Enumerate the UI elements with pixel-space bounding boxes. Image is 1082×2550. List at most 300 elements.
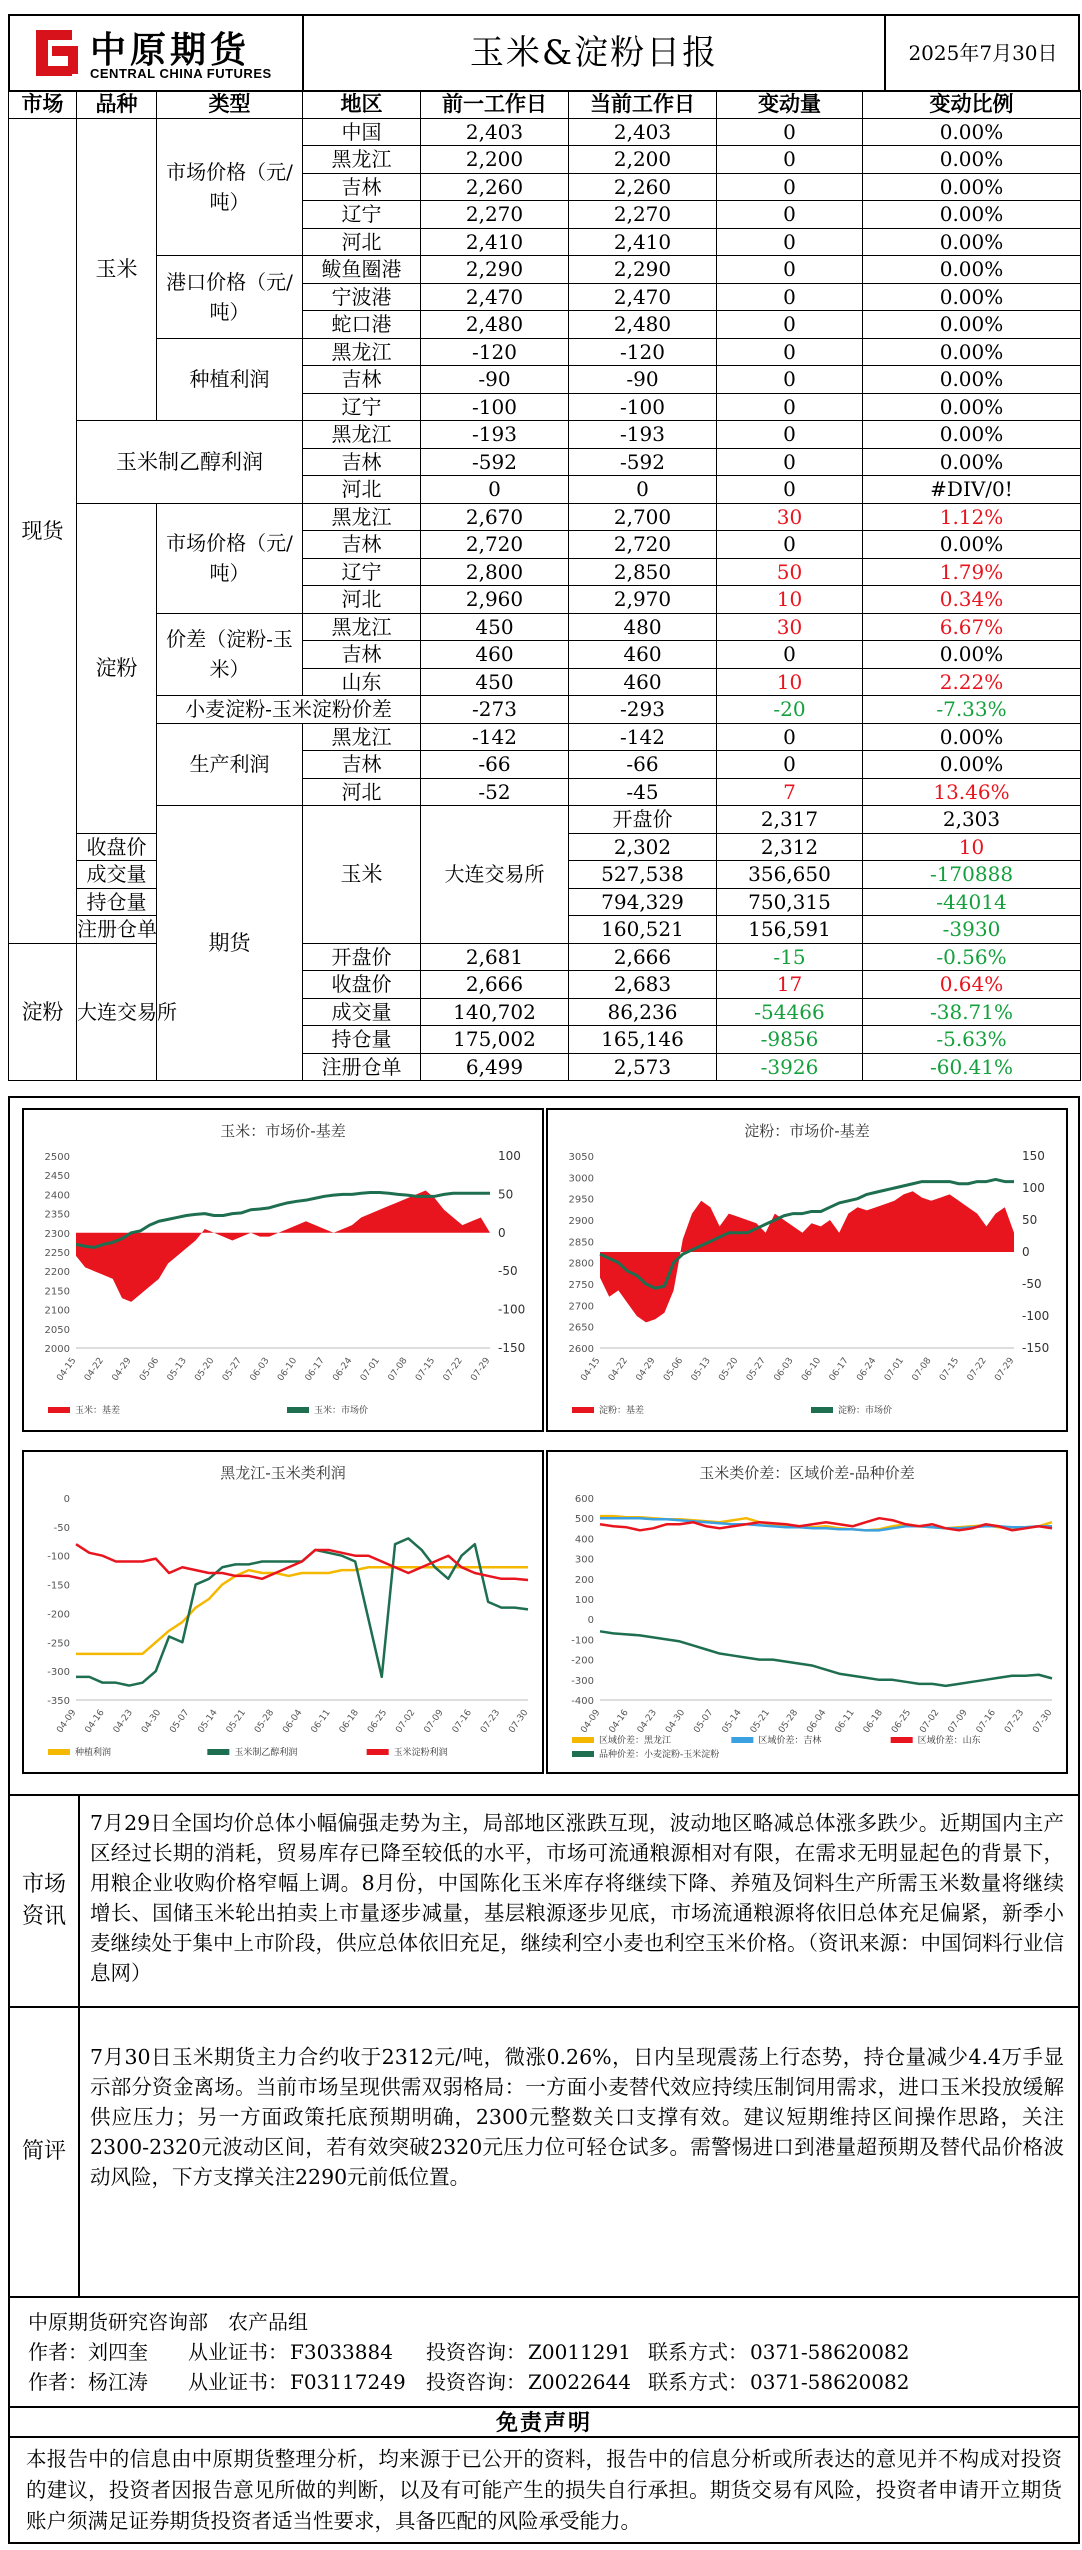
pct-cell: 0.00% [863, 146, 1081, 174]
x-tick-label: 05-20 [717, 1355, 741, 1384]
pct-cell: 13.46% [863, 778, 1081, 806]
x-tick-label: 06-11 [309, 1707, 333, 1736]
prev-value-cell: 2,681 [421, 943, 569, 971]
curr-value-cell: 2,683 [569, 971, 717, 999]
prev-value-cell: 2,666 [421, 971, 569, 999]
region-cell: 河北 [303, 586, 421, 614]
region-cell: 山东 [303, 668, 421, 696]
y-tick-label: 2950 [568, 1194, 594, 1206]
chart-title: 玉米：市场价-基差 [220, 1122, 346, 1140]
region-cell: 黑龙江 [303, 503, 421, 531]
y-tick-label: 2300 [44, 1228, 70, 1240]
series-area-0 [76, 1191, 490, 1302]
x-tick-label: 05-21 [224, 1707, 248, 1736]
variety-cell: 玉米 [77, 118, 157, 421]
change-cell: 0 [717, 146, 863, 174]
curr-value-cell: 2,573 [569, 1053, 717, 1081]
pct-cell: 0.00% [863, 751, 1081, 779]
y-tick-label: 2250 [44, 1248, 70, 1259]
y-tick-label: -300 [47, 1667, 70, 1679]
col-header: 类型 [157, 91, 303, 119]
x-tick-label: 06-18 [861, 1707, 885, 1736]
author-phone: 0371-58620082 [750, 2340, 910, 2364]
change-cell: 0 [717, 256, 863, 284]
y-tick-label: 2850 [568, 1237, 594, 1249]
y-tick-label: -300 [571, 1675, 594, 1687]
contact-section [8, 2296, 1080, 2408]
x-tick-label: 07-09 [946, 1707, 970, 1736]
curr-value-cell: 460 [569, 641, 717, 669]
disclaimer-title: 免责声明 [8, 2406, 1080, 2438]
type-cell: 玉米制乙醇利润 [77, 421, 303, 504]
x-tick-label: 07-08 [386, 1355, 410, 1384]
series-line-2 [76, 1544, 528, 1580]
type-cell: 生产利润 [157, 723, 303, 806]
x-tick-label: 05-28 [253, 1707, 277, 1736]
legend-swatch [572, 1737, 594, 1743]
y-tick-label: 2150 [44, 1286, 70, 1298]
pct-cell: 0.00% [863, 201, 1081, 229]
x-tick-label: 07-29 [469, 1355, 493, 1384]
pct-cell: -60.41% [863, 1053, 1081, 1081]
prev-value-cell: 2,480 [421, 311, 569, 339]
change-cell: 0 [717, 393, 863, 421]
change-cell: 0 [717, 366, 863, 394]
pct-cell: 1.12% [863, 503, 1081, 531]
report-title: 玉米&淀粉日报 [469, 33, 719, 73]
table-header-row [9, 91, 1081, 119]
disclaimer-text: 本报告中的信息由中原期货整理分析，均来源于已公开的资料，报告中的信息分析或所表达的意见并不构成对投资的建议，投资者因报告意见所做的判断，以及有可能产生的损失自行承担。期货交易有风险，投资者申请开立期货账户须满足证券期货投资者适当性要求，具备匹配的风险承受能力。 [8, 2436, 1080, 2544]
curr-value-cell: 750,315 [717, 888, 863, 916]
type-cell: 大连交易所 [421, 806, 569, 944]
series-line-0 [76, 1567, 528, 1654]
table-row [9, 118, 1081, 146]
legend-swatch [48, 1407, 70, 1413]
author-row: 作者：杨江涛 从业证书： F03117249 投资咨询： Z0022644 联系方式： 0371-58620082 [28, 2370, 910, 2394]
table-row [9, 613, 1081, 641]
change-cell: 17 [717, 971, 863, 999]
y-tick-label: 2700 [568, 1301, 594, 1313]
prev-value-cell: 140,702 [421, 998, 569, 1026]
x-tick-label: 05-28 [777, 1707, 801, 1736]
change-cell: 0 [717, 173, 863, 201]
pct-cell: 0.00% [863, 366, 1081, 394]
prev-value-cell: 450 [421, 613, 569, 641]
x-tick-label: 06-17 [827, 1355, 851, 1384]
y-tick-label: 200 [574, 1574, 594, 1586]
curr-value-cell: 156,591 [717, 916, 863, 944]
x-tick-label: 07-23 [479, 1707, 503, 1736]
chart-svg [548, 1452, 1066, 1772]
pct-cell: 6.67% [863, 613, 1081, 641]
curr-value-cell: 2,470 [569, 283, 717, 311]
region-cell: 注册仓单 [303, 1053, 421, 1081]
variety-cell: 玉米 [303, 806, 421, 944]
comment-text: 7月30日玉米期货主力合约收于2312元/吨，微涨0.26%，日内呈现震荡上行态势，持仓量减少4.4万手显示部分资金离场。当前市场呈现供需双弱格局：一方面小麦替代效应持续压制饲用需求，进口玉米投放缓解供应压力；另一方面政策托底预期明确，2300元整数关口支撑有效。建议短期维持区间操作思路，关注2300-2320元波动区间，若有效突破2320元压力位可轻仓试多。需警惕进口到港量超预期及替代品价格波动风险，下方支撑关注2290元前低位置。 [90, 2045, 1064, 2189]
y-tick-label: -400 [571, 1696, 594, 1707]
pct-cell: -0.56% [863, 943, 1081, 971]
y-tick-label: -200 [571, 1655, 594, 1667]
logo-mark-icon [32, 26, 82, 80]
x-tick-label: 07-15 [938, 1355, 962, 1384]
series-line-3 [600, 1631, 1052, 1686]
x-tick-label: 06-11 [833, 1707, 857, 1736]
x-tick-label: 07-09 [422, 1707, 446, 1736]
x-tick-label: 05-20 [193, 1355, 217, 1384]
y-tick-label: 0 [587, 1615, 594, 1627]
y-tick-label: 2650 [568, 1322, 594, 1334]
curr-value-cell: 356,650 [717, 861, 863, 889]
y-tick-label: 100 [574, 1595, 594, 1606]
author-phone: 0371-58620082 [750, 2370, 910, 2394]
chart-svg [24, 1110, 542, 1430]
type-cell: 价差（淀粉-玉米） [157, 613, 303, 696]
y-tick-label: 2100 [44, 1305, 70, 1317]
chart-title: 淀粉：市场价-基差 [744, 1122, 870, 1140]
region-cell: 注册仓单 [77, 917, 157, 942]
y-tick-label: 2350 [44, 1209, 70, 1221]
curr-value-cell: -120 [569, 338, 717, 366]
legend-swatch [572, 1751, 594, 1757]
pct-cell: 0.00% [863, 531, 1081, 559]
y-tick-label: 2600 [568, 1344, 594, 1355]
x-tick-label: 05-27 [220, 1355, 245, 1384]
col-header: 变动比例 [863, 91, 1081, 119]
col-header: 地区 [303, 91, 421, 119]
pct-cell: 1.79% [863, 558, 1081, 586]
region-cell: 河北 [303, 778, 421, 806]
change-cell: 7 [717, 778, 863, 806]
region-cell: 收盘价 [77, 833, 157, 861]
region-cell: 吉林 [303, 366, 421, 394]
y-right-tick-label: -150 [498, 1341, 526, 1355]
x-tick-label: 05-14 [720, 1707, 744, 1736]
x-tick-label: 04-23 [635, 1707, 659, 1736]
x-tick-label: 07-30 [507, 1707, 531, 1736]
x-tick-label: 05-07 [168, 1707, 192, 1736]
x-tick-label: 07-02 [394, 1707, 418, 1736]
series-area-0 [600, 1191, 1014, 1322]
pct-cell: 0.00% [863, 448, 1081, 476]
pct-cell: 0.00% [863, 311, 1081, 339]
change-cell: 0 [717, 751, 863, 779]
pct-cell: 0.00% [863, 641, 1081, 669]
y-tick-label: 300 [574, 1554, 594, 1566]
x-tick-label: 04-22 [606, 1355, 631, 1384]
legend-swatch [572, 1407, 594, 1413]
col-header: 前一工作日 [421, 91, 569, 119]
legend-swatch [891, 1737, 913, 1743]
x-tick-label: 06-17 [303, 1355, 327, 1384]
change-cell: 10 [863, 833, 1081, 861]
x-tick-label: 07-22 [441, 1355, 465, 1384]
y-right-tick-label: -50 [498, 1264, 518, 1279]
pct-cell: -7.33% [863, 696, 1081, 724]
x-tick-label: 06-04 [281, 1707, 305, 1736]
chart-corn-spreads [546, 1450, 1068, 1774]
curr-value-cell: -592 [569, 448, 717, 476]
region-cell: 吉林 [303, 448, 421, 476]
prev-value-cell: 2,410 [421, 228, 569, 256]
x-tick-label: 05-14 [196, 1707, 220, 1736]
author-row: 作者：刘四奎 从业证书： F3033884 投资咨询： Z0011291 联系方式： 0371-58620082 [28, 2340, 910, 2364]
x-tick-label: 04-29 [634, 1355, 658, 1384]
x-tick-label: 06-04 [805, 1707, 829, 1736]
curr-value-cell: -100 [569, 393, 717, 421]
research-dept: 中原期货研究咨询部 农产品组 [28, 2310, 308, 2334]
y-right-tick-label: 100 [498, 1149, 521, 1163]
y-right-tick-label: -50 [1022, 1277, 1042, 1291]
chart-corn-price-basis [22, 1108, 544, 1432]
x-tick-label: 06-10 [276, 1355, 300, 1384]
x-tick-label: 04-15 [579, 1355, 603, 1384]
x-tick-label: 07-16 [974, 1707, 998, 1736]
x-tick-label: 07-02 [918, 1707, 942, 1736]
curr-value-cell: -293 [569, 696, 717, 724]
prev-value-cell: 2,470 [421, 283, 569, 311]
x-tick-label: 05-06 [138, 1355, 162, 1384]
curr-value-cell: 165,146 [569, 1026, 717, 1054]
change-cell: 0 [717, 421, 863, 449]
logo-english-name: CENTRAL CHINA FUTURES [90, 66, 272, 81]
region-cell: 吉林 [303, 641, 421, 669]
comment-label: 简评 [10, 2008, 80, 2296]
variety-cell: 淀粉 [77, 503, 157, 833]
type-cell: 小麦淀粉-玉米淀粉价差 [157, 696, 421, 724]
change-cell: 30 [717, 503, 863, 531]
x-tick-label: 04-29 [110, 1355, 134, 1384]
y-tick-label: -200 [47, 1609, 70, 1621]
legend-label: 淀粉：市场价 [838, 1406, 893, 1416]
curr-value-cell: 2,290 [569, 256, 717, 284]
pct-cell: 0.00% [863, 228, 1081, 256]
y-tick-label: 0 [63, 1494, 70, 1505]
region-cell: 黑龙江 [303, 338, 421, 366]
legend-swatch [287, 1407, 309, 1413]
prev-value-cell: 2,290 [421, 256, 569, 284]
prev-value-cell: 450 [421, 668, 569, 696]
type-cell: 大连交易所 [77, 943, 157, 1081]
legend-swatch [367, 1749, 389, 1755]
col-header: 品种 [77, 91, 157, 119]
curr-value-cell: 2,666 [569, 943, 717, 971]
type-cell: 市场价格（元/吨） [157, 118, 303, 256]
x-tick-label: 06-18 [337, 1707, 361, 1736]
y-tick-label: 500 [574, 1514, 594, 1526]
region-cell: 收盘价 [303, 971, 421, 999]
x-tick-label: 04-30 [664, 1707, 688, 1736]
region-cell: 开盘价 [569, 806, 717, 834]
x-tick-label: 05-06 [662, 1355, 686, 1384]
curr-value-cell: -45 [569, 778, 717, 806]
y-tick-label: 2450 [44, 1171, 70, 1183]
y-tick-label: -100 [571, 1635, 594, 1647]
table-row [9, 256, 1081, 284]
prev-value-cell: 2,317 [717, 806, 863, 834]
change-cell: 0 [717, 641, 863, 669]
charts-panel [8, 1096, 1080, 1796]
author-consult: Z0022644 [528, 2370, 631, 2394]
prev-value-cell: 2,260 [421, 173, 569, 201]
table-row [9, 421, 1081, 449]
pct-cell: 0.00% [863, 421, 1081, 449]
prev-value-cell: 0 [421, 476, 569, 504]
chart-starch-price-basis [546, 1108, 1068, 1432]
change-cell: 0 [717, 448, 863, 476]
change-cell: -54466 [717, 998, 863, 1026]
report-page [8, 14, 1080, 2544]
curr-value-cell: 2,403 [569, 118, 717, 146]
change-cell: 0 [717, 283, 863, 311]
market-info-text: 7月29日全国均价总体小幅偏强走势为主，局部地区涨跌互现，波动地区略减总体涨多跌少。近期国内主产区经过长期的消耗，贸易库存已降至较低的水平，市场可流通粮源相对有限，在需求无明显起色的背景下，用粮企业收购价格窄幅上调。8月份，中国陈化玉米库存将继续下降、养殖及饲料生产所需玉米数量将继续增长、国储玉米轮出拍卖上市量逐步减量，基层粮源逐步见底，市场流通粮源将依旧总体充足偏紧，新季小麦继续处于集中上市阶段，供应总体依旧充足，继续利空小麦也利空玉米价格。（资讯来源：中国饲料行业信息网） [90, 1811, 1064, 1985]
x-tick-label: 05-27 [744, 1355, 769, 1384]
x-tick-label: 07-22 [965, 1355, 989, 1384]
change-cell: 0 [717, 338, 863, 366]
legend-label: 区域价差：黑龙江 [599, 1736, 672, 1746]
prev-value-cell: 2,302 [569, 833, 717, 861]
pct-cell: 0.00% [863, 393, 1081, 421]
prev-value-cell: -66 [421, 751, 569, 779]
x-tick-label: 07-01 [358, 1355, 383, 1384]
change-cell: 0 [717, 723, 863, 751]
pct-cell: 0.00% [863, 173, 1081, 201]
curr-value-cell: -66 [569, 751, 717, 779]
prev-value-cell: -142 [421, 723, 569, 751]
x-tick-label: 04-16 [83, 1707, 107, 1736]
y-tick-label: -250 [47, 1638, 70, 1650]
prev-value-cell: -120 [421, 338, 569, 366]
region-cell: 持仓量 [77, 888, 157, 916]
x-tick-label: 05-13 [689, 1355, 713, 1384]
x-tick-label: 07-30 [1031, 1707, 1055, 1736]
table-row [9, 696, 1081, 724]
chart-svg [548, 1110, 1066, 1430]
curr-value-cell: 2,410 [569, 228, 717, 256]
legend-swatch [731, 1737, 753, 1743]
change-cell: 10 [717, 668, 863, 696]
change-cell: 0 [717, 476, 863, 504]
y-right-tick-label: 50 [498, 1187, 514, 1202]
curr-value-cell: 2,260 [569, 173, 717, 201]
col-header: 市场 [9, 91, 77, 119]
change-cell: 0 [717, 201, 863, 229]
curr-value-cell: -142 [569, 723, 717, 751]
pct-cell: 0.00% [863, 723, 1081, 751]
y-right-tick-label: -100 [498, 1302, 526, 1317]
region-cell: 吉林 [303, 173, 421, 201]
region-cell: 蛇口港 [303, 311, 421, 339]
region-cell: 中国 [303, 118, 421, 146]
y-tick-label: 600 [574, 1494, 594, 1505]
curr-value-cell: 2,303 [863, 806, 1081, 834]
variety-cell: 淀粉 [9, 943, 77, 1081]
y-tick-label: -150 [47, 1580, 70, 1592]
region-cell: 黑龙江 [303, 146, 421, 174]
prev-value-cell: -90 [421, 366, 569, 394]
pct-cell: 0.00% [863, 118, 1081, 146]
comment-section [8, 2006, 1080, 2298]
type-cell: 港口价格（元/吨） [157, 256, 303, 339]
curr-value-cell: 460 [569, 668, 717, 696]
pct-cell: -5.63% [863, 1026, 1081, 1054]
legend-label: 淀粉：基差 [599, 1406, 645, 1416]
region-cell: 黑龙江 [303, 723, 421, 751]
change-cell: 0 [717, 531, 863, 559]
chart-title: 玉米类价差：区域价差-品种价差 [699, 1464, 915, 1482]
region-cell: 成交量 [77, 861, 157, 889]
x-tick-label: 07-29 [993, 1355, 1017, 1384]
x-tick-label: 06-25 [366, 1707, 390, 1736]
table-row [9, 806, 1081, 834]
pct-cell: 0.00% [863, 338, 1081, 366]
x-tick-label: 06-25 [890, 1707, 914, 1736]
pct-cell: 0.64% [863, 971, 1081, 999]
x-tick-label: 07-08 [910, 1355, 934, 1384]
y-right-tick-label: 150 [1022, 1149, 1045, 1163]
table-row [9, 338, 1081, 366]
change-cell: -3930 [863, 916, 1081, 944]
region-cell: 吉林 [303, 751, 421, 779]
col-header: 变动量 [717, 91, 863, 119]
y-tick-label: -50 [53, 1522, 70, 1534]
author-consult: Z0011291 [528, 2340, 631, 2364]
x-tick-label: 07-16 [450, 1707, 474, 1736]
region-cell: 持仓量 [303, 1026, 421, 1054]
region-cell: 黑龙江 [303, 421, 421, 449]
prev-value-cell: 2,720 [421, 531, 569, 559]
prev-value-cell: -193 [421, 421, 569, 449]
legend-swatch [811, 1407, 833, 1413]
y-right-tick-label: 0 [1022, 1245, 1030, 1259]
change-cell: 30 [717, 613, 863, 641]
region-cell: 吉林 [303, 531, 421, 559]
y-right-tick-label: 50 [1022, 1213, 1038, 1227]
prev-value-cell: 527,538 [569, 861, 717, 889]
curr-value-cell: -90 [569, 366, 717, 394]
y-tick-label: 2000 [44, 1344, 70, 1355]
pct-cell: -38.71% [863, 998, 1081, 1026]
x-tick-label: 04-09 [579, 1707, 603, 1736]
x-tick-label: 07-01 [882, 1355, 907, 1384]
curr-value-cell: 480 [569, 613, 717, 641]
y-tick-label: 2200 [44, 1267, 70, 1279]
legend-swatch [48, 1749, 70, 1755]
y-tick-label: 2500 [44, 1152, 70, 1163]
y-tick-label: 3000 [568, 1173, 594, 1185]
x-tick-label: 06-24 [855, 1355, 879, 1384]
region-cell: 辽宁 [303, 393, 421, 421]
col-header: 当前工作日 [569, 91, 717, 119]
x-tick-label: 05-21 [748, 1707, 772, 1736]
chart-heilongjiang-profit [22, 1450, 544, 1774]
prev-value-cell: -52 [421, 778, 569, 806]
curr-value-cell: 2,480 [569, 311, 717, 339]
prev-value-cell: 2,800 [421, 558, 569, 586]
curr-value-cell: 2,720 [569, 531, 717, 559]
y-right-tick-label: -150 [1022, 1341, 1050, 1355]
region-cell: 成交量 [303, 998, 421, 1026]
legend-label: 区域价差：山东 [917, 1736, 981, 1746]
region-cell: 宁波港 [303, 283, 421, 311]
prev-value-cell: 160,521 [569, 916, 717, 944]
y-tick-label: 2050 [44, 1324, 70, 1336]
legend-label: 玉米：基差 [75, 1406, 121, 1416]
x-tick-label: 06-03 [248, 1355, 272, 1384]
y-tick-label: -100 [47, 1551, 70, 1563]
curr-value-cell: -193 [569, 421, 717, 449]
y-tick-label: -350 [47, 1696, 70, 1707]
pct-cell: 2.22% [863, 668, 1081, 696]
